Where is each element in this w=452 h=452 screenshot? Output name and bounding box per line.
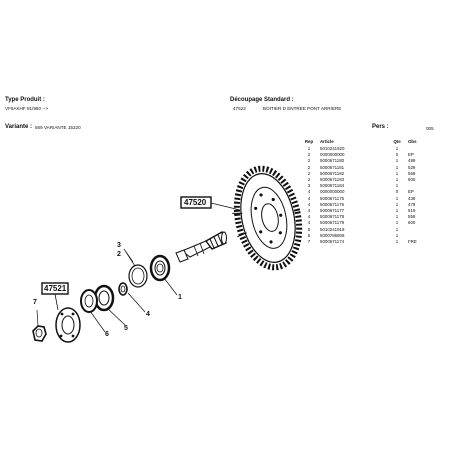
- col-article: Article: [320, 138, 334, 144]
- cell-qte: 1: [395, 164, 399, 170]
- cell-article: 0000000000: [320, 189, 345, 195]
- variante-label: Variante :: [5, 124, 33, 130]
- decoupage-code: 47522: [233, 106, 246, 111]
- cell-obs: 539: [408, 164, 416, 170]
- cell-obs: FRE: [408, 239, 417, 245]
- cell-qte: 1: [395, 158, 399, 164]
- cell-rep: 2: [307, 164, 311, 170]
- cell-rep: 6: [307, 232, 311, 238]
- cell-article: 5010241920: [320, 146, 345, 151]
- type-produit-label: Type Produit :: [5, 97, 45, 103]
- callout-2: 2: [117, 251, 121, 258]
- col-rep: Rep: [304, 138, 314, 144]
- cell-rep: 2: [307, 152, 311, 158]
- cell-obs: 439: [408, 195, 416, 201]
- callout-4: 4: [146, 311, 150, 318]
- cell-rep: 2: [307, 177, 311, 183]
- nut: [33, 326, 46, 341]
- cell-obs: 519: [408, 208, 416, 214]
- spacer-ring: [129, 265, 147, 287]
- cell-qte: 1: [395, 170, 399, 176]
- cell-qte: 1: [395, 146, 399, 151]
- cell-article: 5000671176: [320, 201, 345, 207]
- cell-article: 5010241918: [320, 226, 345, 232]
- cell-rep: 5: [307, 226, 311, 232]
- cell-article: 5000671177: [320, 208, 345, 214]
- cell-article: 5000671183: [320, 177, 345, 183]
- flange: [56, 308, 80, 342]
- cell-article: 0000000000: [320, 152, 345, 158]
- cell-qte: 1: [395, 201, 399, 207]
- callout-3: 3: [117, 242, 121, 249]
- cell-article: 5000671174: [320, 239, 345, 245]
- cell-rep: 2: [307, 170, 311, 176]
- cell-qte: 1: [395, 232, 399, 238]
- cell-rep: 2: [307, 158, 311, 164]
- oil-seal: [81, 290, 97, 312]
- cell-article: 5000671175: [320, 195, 345, 201]
- cell-qte: 1: [395, 183, 399, 189]
- cell-article: 5000671184: [320, 183, 345, 189]
- cell-article: 5000671178: [320, 214, 345, 220]
- bearing-1: [151, 256, 169, 280]
- ref-box-47521-label: 47521: [44, 284, 67, 293]
- pinion-shaft: [176, 232, 227, 262]
- cell-obs: EP: [408, 152, 414, 158]
- cell-rep: 7: [307, 239, 311, 245]
- cell-obs: 499: [408, 158, 416, 164]
- ring-gear: [224, 163, 307, 274]
- col-obs: Obs: [408, 138, 417, 144]
- cell-qte: 1: [395, 214, 399, 220]
- cell-obs: 569: [408, 170, 416, 176]
- ref-box-47520-label: 47520: [184, 198, 207, 207]
- pers-label: Pers :: [372, 124, 389, 130]
- cell-qte: 1: [395, 239, 399, 245]
- type-produit-value: VF6AKHF 91/960 -->: [5, 106, 49, 111]
- decoupage-desc: BOITIER D ENTREE PONT ARRIERE: [263, 106, 342, 111]
- callout-5: 5: [124, 325, 128, 332]
- callout-6: 6: [105, 331, 109, 338]
- cell-qte: 0: [395, 152, 399, 158]
- cell-obs: 600: [408, 220, 416, 226]
- cell-obs: 600: [408, 177, 416, 183]
- cell-rep: 1: [307, 146, 311, 151]
- washer: [119, 283, 127, 295]
- cell-article: 5000671182: [320, 170, 345, 176]
- cell-article: 5000671180: [320, 158, 345, 164]
- cell-qte: 1: [395, 208, 399, 214]
- cell-rep: 4: [307, 201, 311, 207]
- cell-qte: 0: [395, 189, 399, 195]
- cell-qte: 1: [395, 220, 399, 226]
- cell-qte: 1: [395, 226, 399, 232]
- callout-1: 1: [178, 294, 182, 301]
- cell-article: 5000786808: [320, 232, 345, 238]
- decoupage-label: Découpage Standard :: [230, 97, 294, 103]
- variante-value: 569 VARIANTE 15220: [35, 125, 81, 130]
- cell-rep: 4: [307, 195, 311, 201]
- col-qte: Qte: [393, 138, 401, 144]
- cell-qte: 1: [395, 177, 399, 183]
- cell-obs: 559: [408, 214, 416, 220]
- pers-value: 005: [426, 126, 434, 131]
- cell-qte: 1: [395, 195, 399, 201]
- cell-article: 5000671179: [320, 220, 345, 226]
- cell-rep: 4: [307, 214, 311, 220]
- cell-obs: 479: [408, 201, 416, 207]
- cell-rep: 4: [307, 208, 311, 214]
- cell-article: 5000671181: [320, 164, 345, 170]
- callout-7: 7: [33, 299, 37, 306]
- cell-rep: 4: [307, 189, 311, 195]
- cell-rep: 4: [307, 220, 311, 226]
- cell-rep: 3: [307, 183, 311, 189]
- cell-obs: EP: [408, 189, 414, 195]
